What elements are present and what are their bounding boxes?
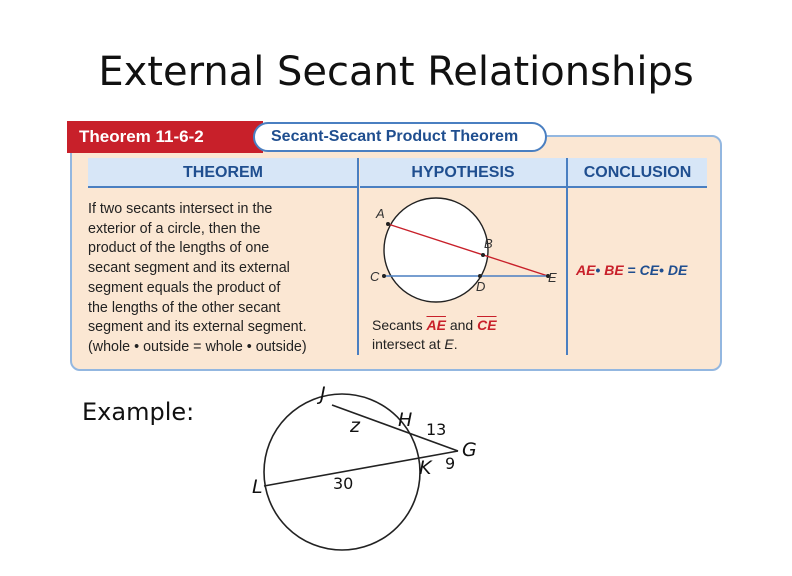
point-b	[481, 253, 485, 257]
column-header-hypothesis: HYPOTHESIS	[360, 158, 566, 188]
value-kg: 9	[445, 454, 456, 473]
theorem-name: Secant-Secant Product Theorem	[253, 122, 547, 152]
label-k: K	[419, 457, 432, 479]
label-g: G	[462, 439, 477, 461]
term-ae: AE	[576, 262, 596, 278]
slide-title: External Secant Relationships	[98, 49, 694, 95]
column-header-conclusion: CONCLUSION	[568, 158, 707, 188]
point-a	[386, 222, 390, 226]
label-b: B	[484, 236, 493, 251]
example-diagram	[252, 383, 477, 550]
caption-end: .	[453, 336, 458, 352]
caption-line-2	[372, 335, 562, 354]
dot-operator: •	[659, 262, 665, 278]
hypothesis-diagram	[370, 198, 557, 302]
value-lk: 30	[333, 474, 354, 493]
caption-point: E	[444, 336, 454, 352]
label-h: H	[398, 409, 413, 431]
term-be: BE	[604, 262, 624, 278]
caption-line-1	[372, 316, 562, 335]
hypothesis-caption	[372, 316, 562, 354]
statement-line: exterior of a circle, then the	[88, 220, 261, 237]
label-j: J	[320, 383, 326, 405]
label-z: z	[350, 415, 360, 437]
label-d: D	[476, 279, 486, 294]
statement-line: If two secants intersect in the	[88, 201, 273, 217]
hypothesis-circle	[384, 198, 488, 302]
statement-line: (whole • outside = whole • outside)	[88, 338, 307, 355]
label-a: A	[376, 206, 385, 221]
statement-line: the lengths of the other secant	[88, 299, 281, 316]
statement-line: segment and its external segment.	[88, 319, 307, 336]
segment-ae: $\overline{AE}$	[426, 317, 446, 333]
term-de: DE	[667, 262, 688, 278]
equals-sign: =	[627, 262, 636, 278]
caption-conjunction: and	[449, 317, 474, 333]
theorem-number: Theorem 11-6-2	[67, 121, 263, 153]
conclusion-equation	[576, 262, 687, 278]
value-hg: 13	[426, 420, 447, 439]
point-d	[478, 274, 482, 278]
dot-operator: •	[595, 262, 601, 278]
term-ce: CE	[639, 262, 660, 278]
segment-ce: $\overline{CE}$	[477, 317, 497, 333]
column-header-theorem: THEOREM	[88, 158, 358, 188]
statement-line: segment equals the product of	[88, 279, 281, 296]
statement-line: product of the lengths of one	[88, 240, 270, 257]
label-l: L	[252, 476, 263, 498]
label-c: C	[370, 269, 380, 284]
label-e: E	[548, 270, 557, 285]
caption-prefix: Secants	[372, 317, 423, 333]
point-c	[382, 274, 386, 278]
statement-line: secant segment and its external	[88, 260, 290, 277]
caption-line2-prefix: intersect at	[372, 336, 441, 352]
example-label: Example:	[82, 398, 195, 426]
